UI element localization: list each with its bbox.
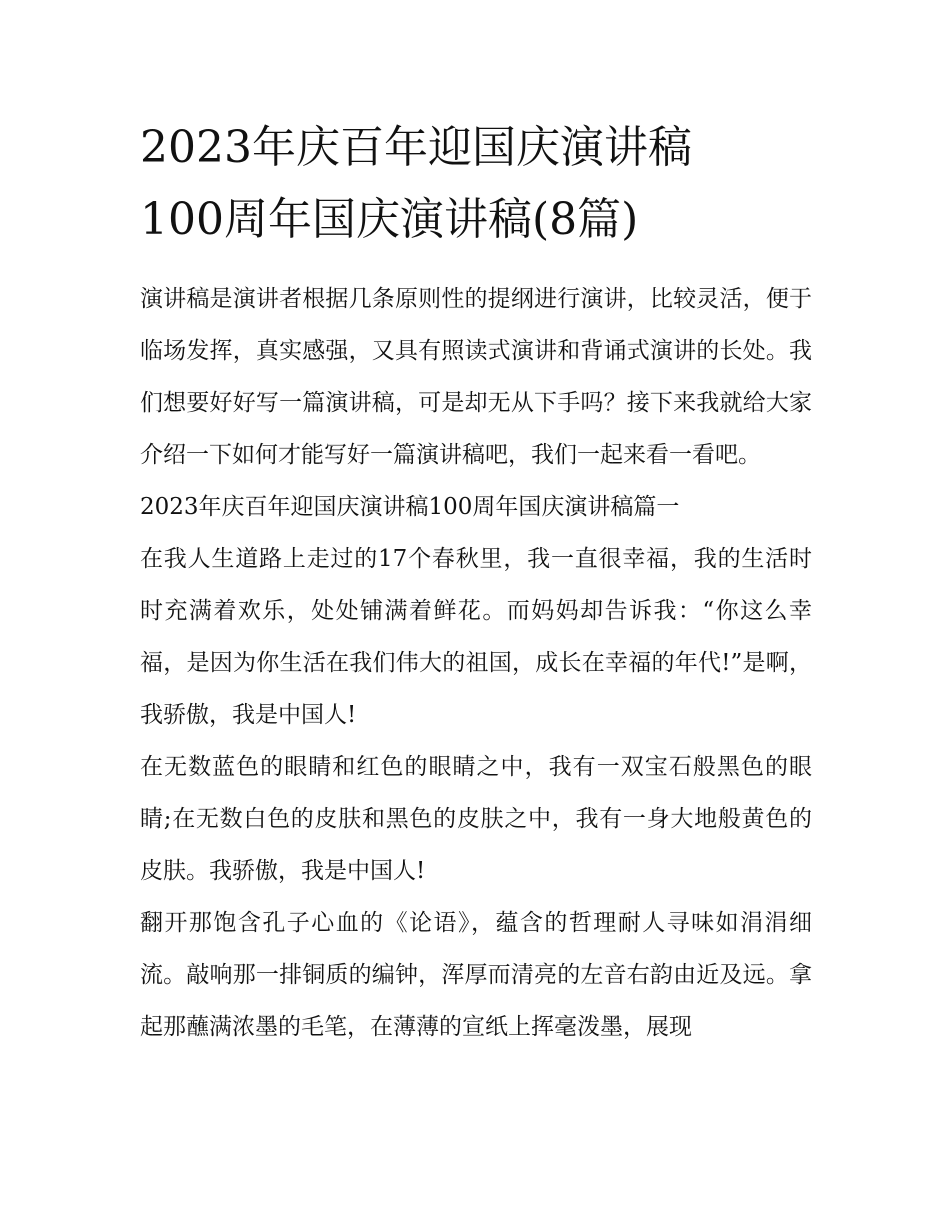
body-paragraph-3: 翻开那饱含孔子心血的《论语》，蕴含的哲理耐人寻味如涓涓细流。敲响那一排铜质的编钟，浑厚而清亮的左音右韵由近及远。拿起那蘸满浓墨的毛笔，在薄薄的宣纸上挥毫泼墨，展现 [140,910,812,1040]
title-line-2: 100周年国庆演讲稿(8篇) [140,194,639,245]
title-line-1: 2023年庆百年迎国庆演讲稿 [140,122,692,173]
section-heading: 2023年庆百年迎国庆演讲稿100周年国庆演讲稿篇一 [140,494,680,520]
document-page [140,112,812,1053]
intro-paragraph: 演讲稿是演讲者根据几条原则性的提纲进行演讲，比较灵活，便于临场发挥，真实感强，又具有照读式演讲和背诵式演讲的长处。我们想要好好写一篇演讲稿，可是却无从下手吗？接下来我就给大家介绍一下如何才能写好一篇演讲稿吧，我们一起来看一看吧。 [140,286,812,468]
document-title [140,112,812,256]
body-paragraph-1: 在我人生道路上走过的17个春秋里，我一直很幸福，我的生活时时充满着欢乐，处处铺满着鲜花。而妈妈却告诉我：“你这么幸福，是因为你生活在我们伟大的祖国，成长在幸福的年代!”是啊，我骄傲，我是中国人! [140,546,812,728]
body-paragraph-2: 在无数蓝色的眼睛和红色的眼睛之中，我有一双宝石般黑色的眼睛;在无数白色的皮肤和黑色的皮肤之中，我有一身大地般黄色的皮肤。我骄傲，我是中国人! [140,754,812,884]
